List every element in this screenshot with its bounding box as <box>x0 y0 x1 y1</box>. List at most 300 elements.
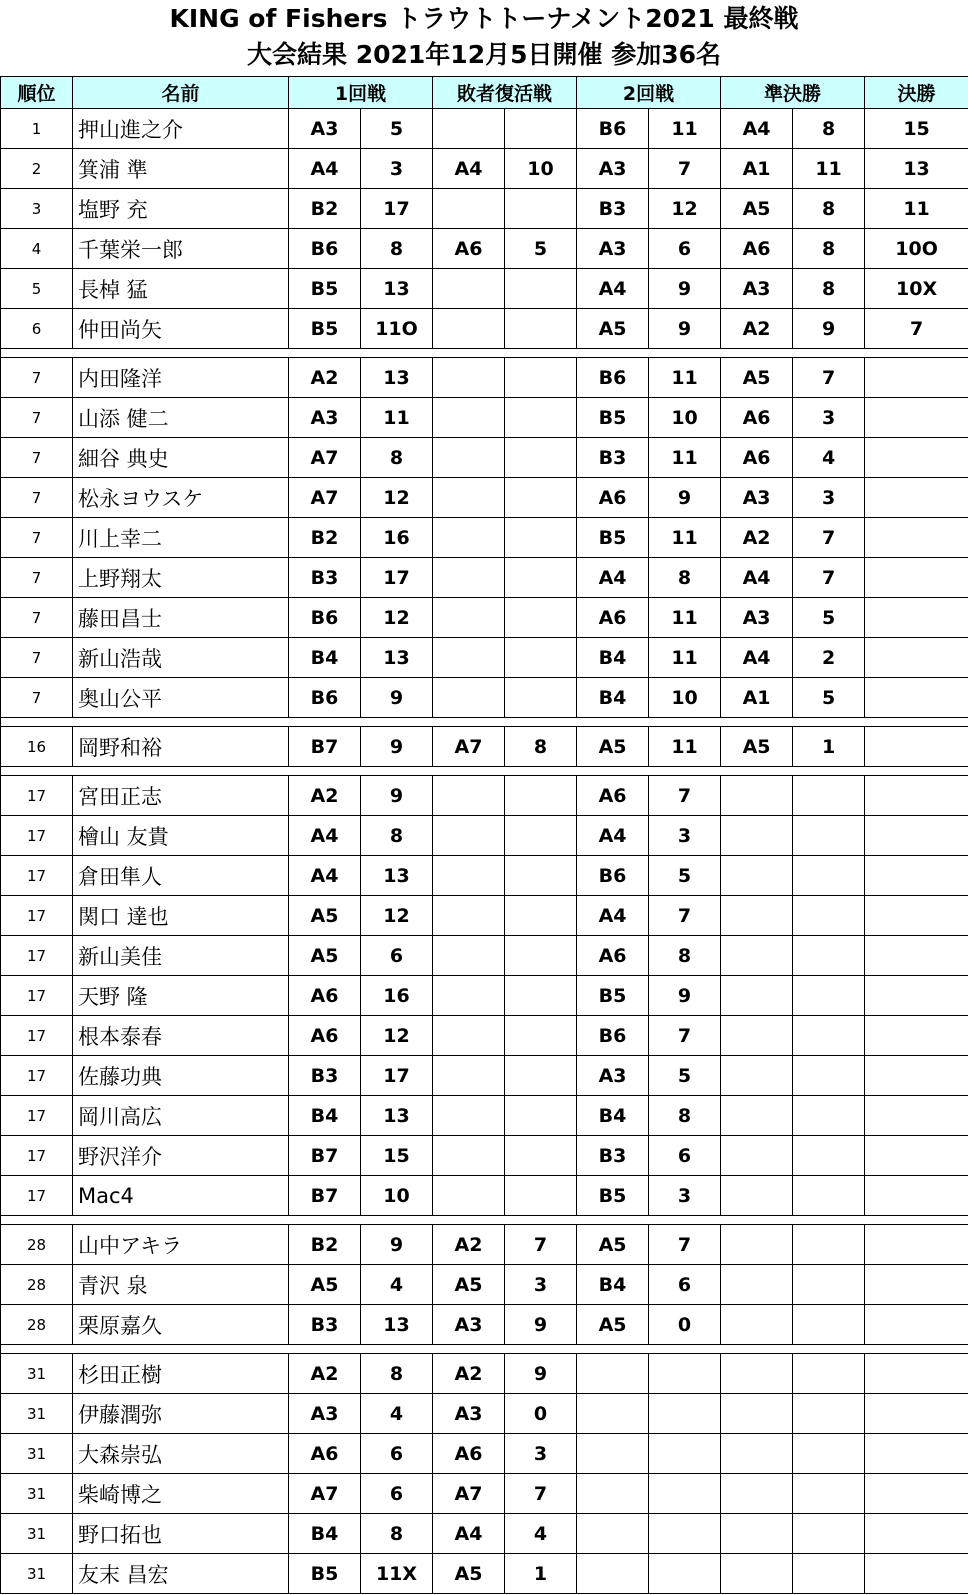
semifinal-count-cell: 2 <box>793 638 865 678</box>
round1-count-cell: 4 <box>361 1394 433 1434</box>
semifinal-count-cell: 7 <box>793 358 865 398</box>
repechage-block-cell <box>433 896 505 936</box>
name-cell: 栗原嘉久 <box>73 1305 289 1345</box>
repechage-count-cell <box>505 309 577 349</box>
round2-count-cell: 0 <box>649 1305 721 1345</box>
table-row <box>1 229 968 269</box>
repechage-count-cell: 3 <box>505 1265 577 1305</box>
round2-block-cell: A4 <box>577 816 649 856</box>
table-row <box>1 598 968 638</box>
final-count-cell: 10O <box>865 229 968 269</box>
name-cell: 上野翔太 <box>73 558 289 598</box>
round2-count-cell: 9 <box>649 269 721 309</box>
name-cell: 青沢 泉 <box>73 1265 289 1305</box>
round2-count-cell: 11 <box>649 598 721 638</box>
repechage-block-cell <box>433 638 505 678</box>
round1-count-cell: 9 <box>361 727 433 767</box>
group-separator-cell <box>1 767 968 776</box>
round2-block-cell: B6 <box>577 109 649 149</box>
rank-cell: 7 <box>1 678 73 718</box>
round1-block-cell: A3 <box>289 398 361 438</box>
group-separator-cell <box>1 349 968 358</box>
semifinal-block-cell <box>721 776 793 816</box>
name-cell: 柴崎博之 <box>73 1474 289 1514</box>
page-title: KING of Fishers トラウトトーナメント2021 最終戦 <box>169 4 799 33</box>
name-cell: 長棹 猛 <box>73 269 289 309</box>
semifinal-count-cell <box>793 896 865 936</box>
round2-block-cell: A4 <box>577 896 649 936</box>
round2-block-cell: B5 <box>577 1176 649 1216</box>
semifinal-block-cell: A4 <box>721 558 793 598</box>
rank-cell: 28 <box>1 1305 73 1345</box>
semifinal-count-cell: 8 <box>793 269 865 309</box>
table-row <box>1 478 968 518</box>
round1-count-cell: 6 <box>361 1434 433 1474</box>
final-count-cell <box>865 976 968 1016</box>
semifinal-count-cell <box>793 816 865 856</box>
repechage-count-cell: 3 <box>505 1434 577 1474</box>
table-row <box>1 936 968 976</box>
rank-cell: 17 <box>1 976 73 1016</box>
round2-block-cell: A5 <box>577 309 649 349</box>
semifinal-count-cell <box>793 1136 865 1176</box>
round1-block-cell: B6 <box>289 598 361 638</box>
final-count-cell <box>865 1394 968 1434</box>
round1-block-cell: B5 <box>289 1554 361 1594</box>
round2-block-cell <box>577 1554 649 1594</box>
rank-cell: 17 <box>1 896 73 936</box>
semifinal-block-cell <box>721 1016 793 1056</box>
repechage-count-cell <box>505 109 577 149</box>
round1-block-cell: A6 <box>289 1016 361 1056</box>
repechage-count-cell <box>505 1056 577 1096</box>
table-row <box>1 518 968 558</box>
repechage-block-cell <box>433 518 505 558</box>
rank-cell: 17 <box>1 816 73 856</box>
repechage-block-cell <box>433 1016 505 1056</box>
round2-count-cell: 6 <box>649 229 721 269</box>
rank-cell: 17 <box>1 936 73 976</box>
name-cell: 伊藤潤弥 <box>73 1394 289 1434</box>
repechage-block-cell: A4 <box>433 149 505 189</box>
semifinal-count-cell <box>793 1514 865 1554</box>
round1-count-cell: 13 <box>361 269 433 309</box>
round1-block-cell: B3 <box>289 1305 361 1345</box>
round2-count-cell: 9 <box>649 478 721 518</box>
final-count-cell <box>865 727 968 767</box>
repechage-count-cell <box>505 398 577 438</box>
name-cell: 内田隆洋 <box>73 358 289 398</box>
name-cell: 宮田正志 <box>73 776 289 816</box>
table-row <box>1 896 968 936</box>
semifinal-block-cell: A6 <box>721 229 793 269</box>
final-count-cell <box>865 816 968 856</box>
semifinal-block-cell <box>721 1394 793 1434</box>
round2-block-cell: A4 <box>577 558 649 598</box>
semifinal-block-cell: A1 <box>721 149 793 189</box>
semifinal-count-cell: 8 <box>793 189 865 229</box>
round2-count-cell: 7 <box>649 1225 721 1265</box>
repechage-count-cell <box>505 816 577 856</box>
round1-block-cell: A6 <box>289 1434 361 1474</box>
semifinal-count-cell <box>793 1554 865 1594</box>
semifinal-block-cell <box>721 816 793 856</box>
repechage-block-cell <box>433 438 505 478</box>
header-final: 決勝 <box>865 77 968 109</box>
name-cell: 岡川高広 <box>73 1096 289 1136</box>
round1-count-cell: 13 <box>361 856 433 896</box>
semifinal-count-cell: 11 <box>793 149 865 189</box>
round2-count-cell <box>649 1394 721 1434</box>
round2-block-cell: B6 <box>577 1016 649 1056</box>
rank-cell: 31 <box>1 1474 73 1514</box>
final-count-cell <box>865 638 968 678</box>
repechage-block-cell <box>433 1056 505 1096</box>
round1-block-cell: B5 <box>289 269 361 309</box>
round2-count-cell: 11 <box>649 358 721 398</box>
repechage-block-cell: A4 <box>433 1514 505 1554</box>
semifinal-block-cell: A2 <box>721 309 793 349</box>
rank-cell: 31 <box>1 1434 73 1474</box>
repechage-count-cell <box>505 478 577 518</box>
table-row <box>1 1474 968 1514</box>
round1-block-cell: A6 <box>289 976 361 1016</box>
semifinal-count-cell: 7 <box>793 518 865 558</box>
round1-count-cell: 16 <box>361 518 433 558</box>
final-count-cell <box>865 1474 968 1514</box>
round2-block-cell <box>577 1514 649 1554</box>
round2-count-cell: 9 <box>649 976 721 1016</box>
semifinal-block-cell <box>721 1554 793 1594</box>
repechage-count-cell <box>505 438 577 478</box>
rank-cell: 28 <box>1 1265 73 1305</box>
table-row <box>1 1016 968 1056</box>
round1-count-cell: 10 <box>361 1176 433 1216</box>
round1-count-cell: 9 <box>361 1225 433 1265</box>
final-count-cell <box>865 856 968 896</box>
repechage-block-cell <box>433 1176 505 1216</box>
header-rank: 順位 <box>1 77 73 109</box>
round2-count-cell: 7 <box>649 149 721 189</box>
semifinal-count-cell <box>793 1176 865 1216</box>
semifinal-block-cell <box>721 1176 793 1216</box>
round2-block-cell: A5 <box>577 1225 649 1265</box>
semifinal-block-cell <box>721 1096 793 1136</box>
round2-count-cell <box>649 1554 721 1594</box>
round1-block-cell: A4 <box>289 149 361 189</box>
header-semifinal: 準決勝 <box>721 77 865 109</box>
table-row <box>1 976 968 1016</box>
final-count-cell <box>865 776 968 816</box>
semifinal-block-cell: A3 <box>721 269 793 309</box>
repechage-count-cell <box>505 518 577 558</box>
repechage-count-cell: 9 <box>505 1305 577 1345</box>
group-separator <box>1 767 968 776</box>
round2-block-cell: B6 <box>577 358 649 398</box>
round1-block-cell: A3 <box>289 109 361 149</box>
group-separator-cell <box>1 1216 968 1225</box>
repechage-count-cell <box>505 558 577 598</box>
semifinal-count-cell: 5 <box>793 678 865 718</box>
round2-block-cell: B4 <box>577 1096 649 1136</box>
round1-count-cell: 6 <box>361 1474 433 1514</box>
name-cell: 天野 隆 <box>73 976 289 1016</box>
round1-count-cell: 11 <box>361 398 433 438</box>
repechage-block-cell <box>433 1096 505 1136</box>
round2-count-cell: 6 <box>649 1265 721 1305</box>
round1-block-cell: B7 <box>289 1136 361 1176</box>
name-cell: 藤田昌士 <box>73 598 289 638</box>
round1-block-cell: A5 <box>289 896 361 936</box>
repechage-block-cell <box>433 976 505 1016</box>
round1-block-cell: B7 <box>289 1176 361 1216</box>
repechage-block-cell: A7 <box>433 1474 505 1514</box>
rank-cell: 17 <box>1 1136 73 1176</box>
table-row <box>1 109 968 149</box>
round2-block-cell: B4 <box>577 678 649 718</box>
round1-block-cell: A5 <box>289 1265 361 1305</box>
round1-block-cell: B3 <box>289 558 361 598</box>
repechage-block-cell: A6 <box>433 229 505 269</box>
rank-cell: 31 <box>1 1554 73 1594</box>
repechage-block-cell: A7 <box>433 727 505 767</box>
round1-count-cell: 11O <box>361 309 433 349</box>
round2-block-cell: A3 <box>577 149 649 189</box>
rank-cell: 6 <box>1 309 73 349</box>
round2-block-cell <box>577 1354 649 1394</box>
repechage-block-cell <box>433 478 505 518</box>
semifinal-count-cell: 8 <box>793 229 865 269</box>
round1-count-cell: 12 <box>361 896 433 936</box>
final-count-cell <box>865 1354 968 1394</box>
round1-block-cell: B2 <box>289 518 361 558</box>
round2-block-cell: B4 <box>577 638 649 678</box>
name-cell: 細谷 典史 <box>73 438 289 478</box>
table-row <box>1 816 968 856</box>
repechage-block-cell: A5 <box>433 1554 505 1594</box>
name-cell: 押山進之介 <box>73 109 289 149</box>
semifinal-block-cell: A5 <box>721 189 793 229</box>
round2-block-cell: B6 <box>577 856 649 896</box>
semifinal-block-cell <box>721 896 793 936</box>
final-count-cell <box>865 1305 968 1345</box>
round1-block-cell: B4 <box>289 638 361 678</box>
round1-count-cell: 8 <box>361 816 433 856</box>
name-cell: 友末 昌宏 <box>73 1554 289 1594</box>
semifinal-block-cell <box>721 976 793 1016</box>
repechage-block-cell <box>433 936 505 976</box>
round1-block-cell: A4 <box>289 816 361 856</box>
table-row <box>1 727 968 767</box>
final-count-cell <box>865 1056 968 1096</box>
table-row <box>1 269 968 309</box>
final-count-cell <box>865 358 968 398</box>
name-cell: 佐藤功典 <box>73 1056 289 1096</box>
repechage-block-cell <box>433 109 505 149</box>
table-row <box>1 1305 968 1345</box>
table-row <box>1 1554 968 1594</box>
repechage-block-cell <box>433 398 505 438</box>
round2-block-cell <box>577 1474 649 1514</box>
round2-block-cell: A6 <box>577 776 649 816</box>
repechage-count-cell <box>505 776 577 816</box>
round1-count-cell: 17 <box>361 1056 433 1096</box>
round2-count-cell <box>649 1514 721 1554</box>
rank-cell: 1 <box>1 109 73 149</box>
final-count-cell <box>865 1554 968 1594</box>
table-row <box>1 1225 968 1265</box>
repechage-count-cell <box>505 1136 577 1176</box>
name-cell: 倉田隼人 <box>73 856 289 896</box>
round1-count-cell: 3 <box>361 149 433 189</box>
round1-count-cell: 13 <box>361 638 433 678</box>
round1-block-cell: B7 <box>289 727 361 767</box>
round1-count-cell: 8 <box>361 1354 433 1394</box>
round1-count-cell: 13 <box>361 358 433 398</box>
semifinal-block-cell <box>721 936 793 976</box>
semifinal-count-cell <box>793 1305 865 1345</box>
semifinal-block-cell: A6 <box>721 438 793 478</box>
repechage-count-cell: 0 <box>505 1394 577 1434</box>
round2-count-cell: 10 <box>649 398 721 438</box>
group-separator <box>1 349 968 358</box>
final-count-cell <box>865 518 968 558</box>
round1-count-cell: 8 <box>361 229 433 269</box>
rank-cell: 17 <box>1 1176 73 1216</box>
semifinal-count-cell: 8 <box>793 109 865 149</box>
final-count-cell: 10X <box>865 269 968 309</box>
table-row <box>1 638 968 678</box>
name-cell: 塩野 充 <box>73 189 289 229</box>
name-cell: 山中アキラ <box>73 1225 289 1265</box>
repechage-block-cell: A5 <box>433 1265 505 1305</box>
round2-count-cell: 9 <box>649 309 721 349</box>
table-row <box>1 398 968 438</box>
round2-count-cell: 5 <box>649 1056 721 1096</box>
round2-count-cell: 7 <box>649 776 721 816</box>
table-row <box>1 438 968 478</box>
round1-count-cell: 13 <box>361 1305 433 1345</box>
round1-count-cell: 12 <box>361 598 433 638</box>
repechage-count-cell: 9 <box>505 1354 577 1394</box>
semifinal-block-cell: A3 <box>721 478 793 518</box>
round2-count-cell: 3 <box>649 1176 721 1216</box>
repechage-count-cell: 10 <box>505 149 577 189</box>
repechage-count-cell <box>505 1176 577 1216</box>
semifinal-count-cell <box>793 976 865 1016</box>
name-cell: 千葉栄一郎 <box>73 229 289 269</box>
semifinal-block-cell <box>721 1225 793 1265</box>
repechage-block-cell <box>433 189 505 229</box>
round2-block-cell: B3 <box>577 1136 649 1176</box>
round1-block-cell: B6 <box>289 678 361 718</box>
rank-cell: 31 <box>1 1514 73 1554</box>
semifinal-block-cell <box>721 856 793 896</box>
round2-block-cell: A6 <box>577 598 649 638</box>
round1-block-cell: B4 <box>289 1514 361 1554</box>
semifinal-count-cell <box>793 936 865 976</box>
semifinal-block-cell: A5 <box>721 358 793 398</box>
round2-block-cell: B4 <box>577 1265 649 1305</box>
semifinal-count-cell: 1 <box>793 727 865 767</box>
repechage-count-cell: 4 <box>505 1514 577 1554</box>
repechage-block-cell <box>433 856 505 896</box>
name-cell: 新山浩哉 <box>73 638 289 678</box>
final-count-cell <box>865 1096 968 1136</box>
repechage-count-cell <box>505 1016 577 1056</box>
round2-count-cell: 8 <box>649 936 721 976</box>
table-row <box>1 189 968 229</box>
semifinal-count-cell <box>793 1225 865 1265</box>
round1-count-cell: 9 <box>361 776 433 816</box>
round2-count-cell: 6 <box>649 1136 721 1176</box>
semifinal-count-cell: 5 <box>793 598 865 638</box>
semifinal-count-cell <box>793 1474 865 1514</box>
round2-block-cell <box>577 1434 649 1474</box>
group-separator <box>1 1216 968 1225</box>
round1-count-cell: 11X <box>361 1554 433 1594</box>
round1-count-cell: 16 <box>361 976 433 1016</box>
round2-block-cell: B5 <box>577 398 649 438</box>
round1-count-cell: 15 <box>361 1136 433 1176</box>
semifinal-count-cell <box>793 1394 865 1434</box>
round2-count-cell <box>649 1434 721 1474</box>
repechage-block-cell <box>433 1136 505 1176</box>
semifinal-block-cell: A5 <box>721 727 793 767</box>
round2-count-cell <box>649 1474 721 1514</box>
repechage-block-cell <box>433 309 505 349</box>
rank-cell: 4 <box>1 229 73 269</box>
semifinal-block-cell <box>721 1305 793 1345</box>
semifinal-count-cell <box>793 776 865 816</box>
name-cell: 山添 健二 <box>73 398 289 438</box>
rank-cell: 2 <box>1 149 73 189</box>
name-cell: 川上幸二 <box>73 518 289 558</box>
rank-cell: 31 <box>1 1394 73 1434</box>
repechage-count-cell <box>505 976 577 1016</box>
name-cell: 奥山公平 <box>73 678 289 718</box>
rank-cell: 3 <box>1 189 73 229</box>
repechage-count-cell: 7 <box>505 1225 577 1265</box>
table-row <box>1 1176 968 1216</box>
repechage-count-cell <box>505 638 577 678</box>
final-count-cell <box>865 1136 968 1176</box>
table-header <box>1 77 968 109</box>
repechage-block-cell: A2 <box>433 1354 505 1394</box>
semifinal-block-cell <box>721 1136 793 1176</box>
repechage-block-cell: A3 <box>433 1394 505 1434</box>
round1-block-cell: B3 <box>289 1056 361 1096</box>
repechage-block-cell: A3 <box>433 1305 505 1345</box>
round2-block-cell <box>577 1394 649 1434</box>
round2-count-cell <box>649 1354 721 1394</box>
semifinal-count-cell: 7 <box>793 558 865 598</box>
rank-cell: 5 <box>1 269 73 309</box>
table-row <box>1 1394 968 1434</box>
rank-cell: 7 <box>1 478 73 518</box>
header-round2: 2回戦 <box>577 77 721 109</box>
round2-count-cell: 11 <box>649 727 721 767</box>
round1-count-cell: 17 <box>361 189 433 229</box>
semifinal-block-cell: A2 <box>721 518 793 558</box>
round1-count-cell: 6 <box>361 936 433 976</box>
round1-block-cell: B4 <box>289 1096 361 1136</box>
round2-count-cell: 5 <box>649 856 721 896</box>
repechage-block-cell <box>433 678 505 718</box>
semifinal-block-cell: A4 <box>721 638 793 678</box>
semifinal-block-cell <box>721 1354 793 1394</box>
name-cell: 箕浦 準 <box>73 149 289 189</box>
